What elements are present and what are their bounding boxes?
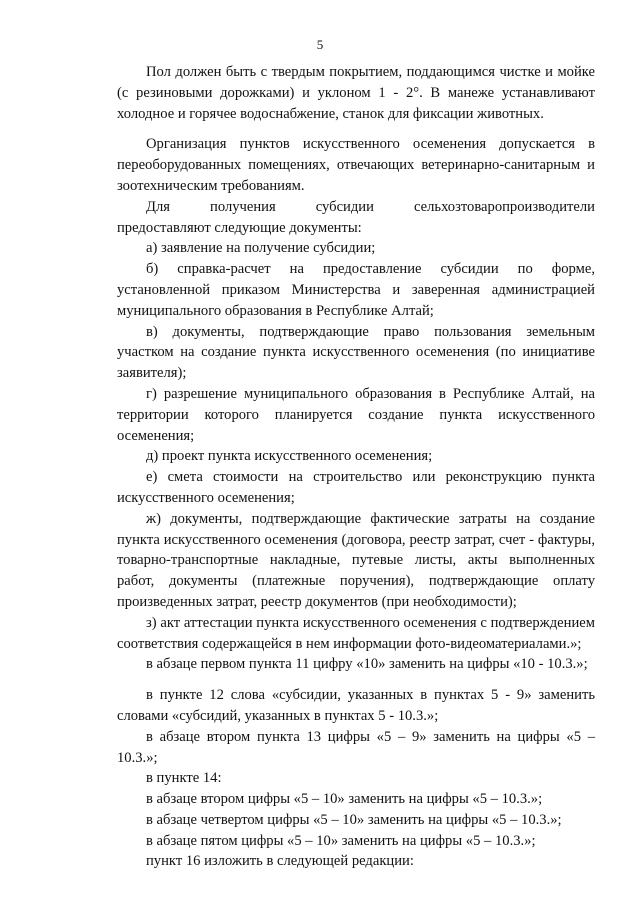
amendment-point-14-para-2: в абзаце втором цифры «5 – 10» заменить на цифры «5 – 10.3.»; bbox=[146, 791, 543, 808]
documents-intro-first-line bbox=[117, 197, 595, 218]
amendment-point-14-para-4: в абзаце четвертом цифры «5 – 10» заменить на цифры «5 – 10.3.»; bbox=[146, 811, 562, 828]
paragraph-documents-intro bbox=[117, 197, 595, 239]
amendment-point-13: в абзаце втором пункта 13 цифры «5 – 9» заменить на цифры «5 – 10.3.»; bbox=[117, 728, 595, 766]
document-body bbox=[117, 62, 595, 872]
list-item-b: б) справка-расчет на предоставление субсидии по форме, установленной приказом Министерства и заверенная администрацией муниципального образования в Республике Алтай; bbox=[117, 261, 595, 319]
list-item-zh: ж) документы, подтверждающие фактические затраты на создание пункта искусственного осеменения (договора, реестр затрат, счет - фактуры, товарно-транспортные накладные, путевые листы, акты выполненных работ, документы (платежные поручения), подтверждающие оплату произведенных затрат, реестр документов (при необходимости); bbox=[117, 510, 595, 610]
paragraph-insemination-points: Организация пунктов искусственного осеменения допускается в переоборудованных помещениях, отвечающих ветеринарно-санитарным и зоотехническим требованиям. bbox=[117, 136, 595, 194]
paragraph-floor-requirements: Пол должен быть с твердым покрытием, поддающимся чистке и мойке (с резиновыми дорожками) и уклоном 1 - 2°. В манеже устанавливают холодное и горячее водоснабжение, станок для фиксации животных. bbox=[117, 64, 595, 122]
list-item-a: а) заявление на получение субсидии; bbox=[146, 240, 376, 257]
amendment-point-12: в пункте 12 слова «субсидии, указанных в пунктах 5 - 9» заменить словами «субсидий, указанных в пунктах 5 - 10.3.»; bbox=[117, 687, 595, 724]
list-item-d: д) проект пункта искусственного осеменения; bbox=[146, 448, 433, 465]
page-number: 5 bbox=[316, 37, 324, 52]
intro-word-1: Для bbox=[146, 198, 170, 215]
intro-word-2: получения bbox=[210, 198, 276, 215]
list-item-g: г) разрешение муниципального образования в Республике Алтай, на территории которого планируется создание пункта искусственного осеменения; bbox=[117, 385, 595, 444]
list-item-e: е) смета стоимости на строительство или реконструкцию пункта искусственного осеменения; bbox=[117, 469, 595, 506]
amendment-point-14-heading: в пункте 14: bbox=[146, 770, 222, 787]
intro-word-3: субсидии bbox=[315, 198, 374, 215]
amendment-point-11: в абзаце первом пункта 11 цифру «10» заменить на цифры «10 - 10.3.»; bbox=[146, 656, 588, 673]
amendment-point-16: пункт 16 изложить в следующей редакции: bbox=[146, 853, 414, 870]
amendment-point-14-para-5: в абзаце пятом цифры «5 – 10» заменить на цифры «5 – 10.3.»; bbox=[146, 832, 536, 849]
documents-intro-continuation: предоставляют следующие документы: bbox=[117, 219, 362, 236]
intro-word-4: сельхозтоваропроизводители bbox=[414, 198, 595, 215]
list-item-z: з) акт аттестации пункта искусственного осеменения с подтверждением соответствия содержащейся в нем информации фото-видеоматериалами.»; bbox=[117, 614, 595, 652]
list-item-v: в) документы, подтверждающие право пользования земельным участком на создание пункта искусственного осеменения (по инициативе заявителя); bbox=[117, 323, 595, 382]
